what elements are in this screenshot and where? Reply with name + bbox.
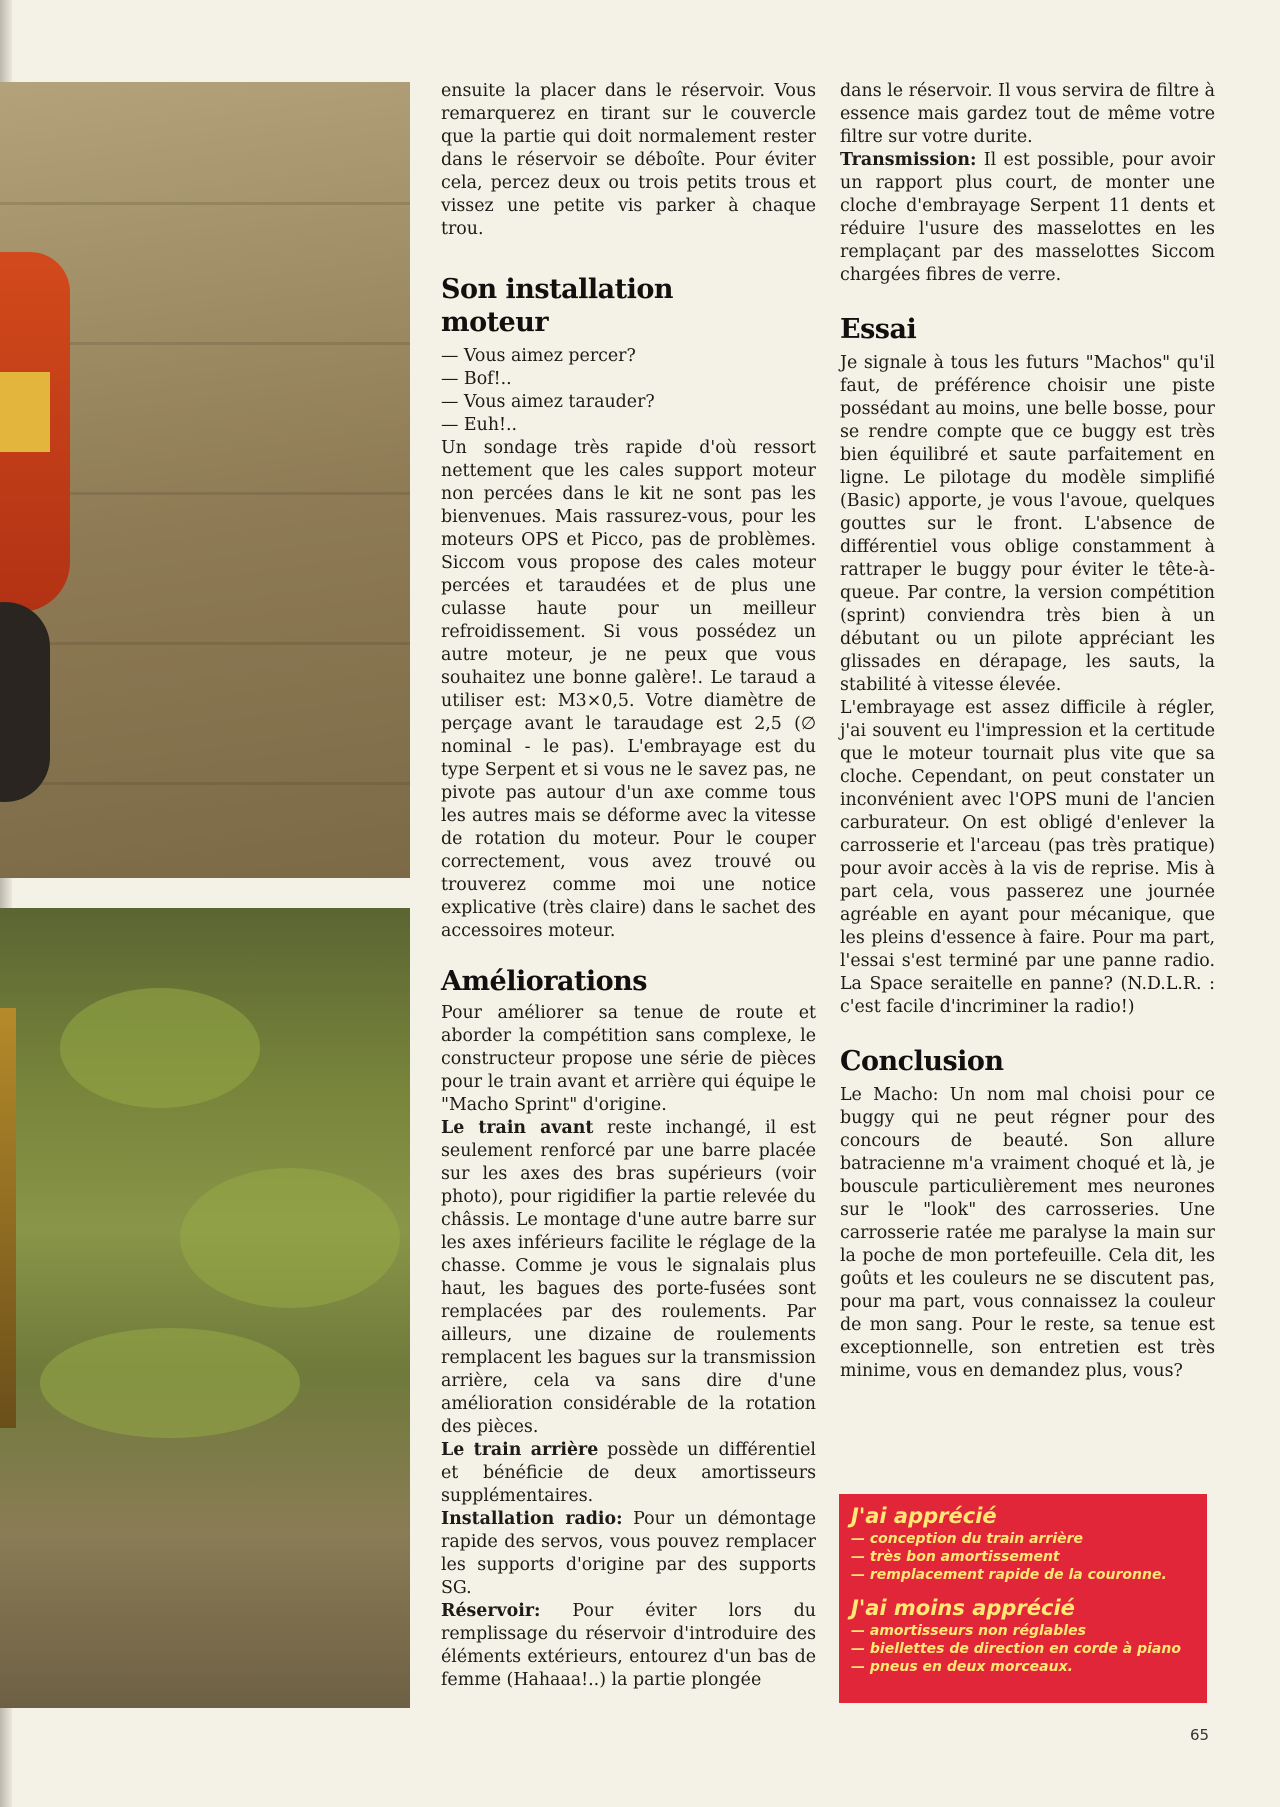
radio-paragraph [441, 1508, 816, 1600]
buggy-wing-shape [0, 372, 50, 452]
liked-item: — très bon amortissement [851, 1549, 1060, 1565]
dialog-line: — Euh!.. [441, 415, 518, 435]
page-number: 65 [1190, 1726, 1210, 1744]
heading-essai: Essai [840, 314, 917, 345]
reservoir-text: Pour éviter lors du remplissage du réservoir d'introduire des éléments extérieurs, entourez d'un bas de femme (Hahaaa!..) la partie plongée [441, 1601, 816, 1690]
buggy-photo-top [0, 82, 410, 878]
radio-label: Installation radio: [441, 1509, 623, 1529]
dialog-line: — Bof!.. [441, 369, 512, 389]
dialog-block [441, 345, 816, 437]
train-avant-paragraph [441, 1117, 816, 1439]
liked-item: — remplacement rapide de la couronne. [851, 1567, 1167, 1583]
conclusion-paragraph: Le Macho: Un nom mal choisi pour ce buggy qui ne peut régner pour des concours de beauté. Son allure batracienne m'a vraiment choqué et là, je bouscule particulièrement mes neurones sur le "look" des carrosseries. Une carrosserie ratée me paralyse la main sur la poche de mon portefeuille. Cela dit, les goûts et les couleurs ne se discutent pas, pour ma part, vous connaissez la couleur de mon sang. Pour le reste, sa tenue est exceptionnelle, son entretien est très minime, vous en demandez plus, vous? [840, 1085, 1215, 1381]
heading-ameliorations: Améliorations [441, 966, 648, 997]
disliked-item: — amortisseurs non réglables [851, 1623, 1086, 1639]
article-column-2 [840, 80, 1215, 1383]
col2-intro: dans le réservoir. Il vous servira de filtre à essence mais gardez tout de même votre filtre sur votre durite. [840, 81, 1215, 147]
transmission-paragraph [840, 149, 1215, 287]
train-arriere-label: Le train arrière [441, 1440, 599, 1460]
buggy-wheel-shape [0, 602, 50, 802]
dialog-line: — Vous aimez percer? [441, 346, 636, 366]
train-arriere-text: possède un différentiel et bénéficie de deux amortisseurs supplémentaires. [441, 1440, 816, 1506]
essai-paragraph-2: L'embrayage est assez difficile à régler, j'ai souvent eu l'impression et la certitude que le moteur tournait plus vite que sa cloche. Cependant, on peut constater un inconvénient avec l'OPS muni de l'ancien carburateur. On est obligé d'enlever la carrosserie et l'arceau (pas très pratique) pour avoir accès à la vis de reprise. Mis à part cela, vous passerez une journée agréable en ayant pour mécanique, que les pleins d'essence à faire. Pour ma part, l'essai s'est terminé par une panne radio. La Space seraitelle en panne? (N.D.L.R. : c'est facile d'incriminer la radio!) [840, 698, 1215, 1017]
disliked-item: — pneus en deux morceaux. [851, 1659, 1073, 1675]
liked-title: J'ai apprécié [851, 1504, 997, 1528]
ameliorations-paragraph: Pour améliorer sa tenue de route et aborder la compétition sans complexe, le constructeur propose une série de pièces pour le train avant et arrière qui équipe le "Macho Sprint" d'origine. [441, 1003, 816, 1115]
reservoir-paragraph [441, 1600, 816, 1692]
disliked-item: — biellettes de direction en corde à piano [851, 1641, 1181, 1657]
installation-paragraph: Un sondage très rapide d'où ressort nettement que les cales support moteur non percées dans le kit ne sont pas les bienvenues. Mais rassurez-vous, pour les moteurs OPS et Picco, pas de problèmes. Siccom vous propose des cales moteur percées et taraudées et de plus une culasse haute pour un meilleur refroidissement. Si vous possédez un autre moteur, je ne peux que vous souhaitez une bonne galère!. Le taraud a utiliser est: M3×0,5. Votre diamètre de perçage avant le taraudage est 2,5 (∅ nominal - le pas). L'embrayage est du type Serpent et si vous ne le savez pas, ne pivote pas autour d'un axe comme tous les autres mais se déforme avec la vitesse de rotation du moteur. Pour le couper correctement, vous avez trouvé ou trouverez comme moi une notice explicative (très claire) dans le sachet des accessoires moteur. [441, 438, 816, 941]
radio-text: Pour un démontage rapide des servos, vous pouvez remplacer les supports d'origine par des supports SG. [441, 1509, 816, 1598]
train-arriere-paragraph [441, 1439, 816, 1508]
liked-list [851, 1530, 1167, 1584]
col1-intro: ensuite la placer dans le réservoir. Vous remarquerez en tirant sur le couvercle que la partie qui doit normalement rester dans le réservoir se déboîte. Pour éviter cela, percez deux ou trois petits trous et vissez une petite vis parker à chaque trou. [441, 81, 816, 239]
transmission-text: Il est possible, pour avoir un rapport plus court, de monter une cloche d'embrayage Serpent 11 dents et réduire l'usure des masselottes en les remplaçant par des masselottes Siccom chargées fibres de verre. [840, 150, 1215, 285]
dialog-line: — Vous aimez tarauder? [441, 392, 655, 412]
reservoir-label: Réservoir: [441, 1601, 541, 1621]
disliked-title: J'ai moins apprécié [851, 1596, 1075, 1620]
review-summary-box [839, 1494, 1207, 1703]
article-column-1 [441, 80, 816, 1692]
heading-conclusion: Conclusion [840, 1046, 1004, 1077]
disliked-list [851, 1622, 1181, 1676]
grass-photo-bottom [0, 908, 410, 1708]
transmission-label: Transmission: [840, 150, 977, 170]
post-shape [0, 1008, 16, 1428]
train-avant-text: reste inchangé, il est seulement renforcé par une barre placée sur les axes des bras supérieurs (voir photo), pour rigidifier la partie relevée du châssis. Le montage d'une autre barre sur les axes inférieurs facilite le réglage de la chasse. Comme je vous le signalais plus haut, les bagues des porte-fusées sont remplacées par des roulements. Par ailleurs, une dizaine de roulements remplacent les bagues sur la transmission arrière, cela va sans dire d'une amélioration considérable de la rotation des pièces. [441, 1118, 816, 1437]
heading-installation: Son installation moteur [441, 274, 673, 338]
liked-item: — conception du train arrière [851, 1531, 1084, 1547]
essai-paragraph-1: Je signale à tous les futurs "Machos" qu'il faut, de préférence choisir une piste possédant au moins, une belle bosse, pour se rendre compte que ce buggy est très bien équilibré et saute parfaitement en ligne. Le pilotage du modèle simplifié (Basic) apporte, je vous l'avoue, quelques gouttes sur le front. L'absence de différentiel vous oblige constamment à rattraper le buggy pour éviter le tête-à-queue. Par contre, la version compétition (sprint) conviendra très bien à un débutant ou un pilote appréciant les glissades en dérapage, les sauts, la stabilité à vitesse élevée. [840, 353, 1215, 695]
train-avant-label: Le train avant [441, 1118, 594, 1138]
